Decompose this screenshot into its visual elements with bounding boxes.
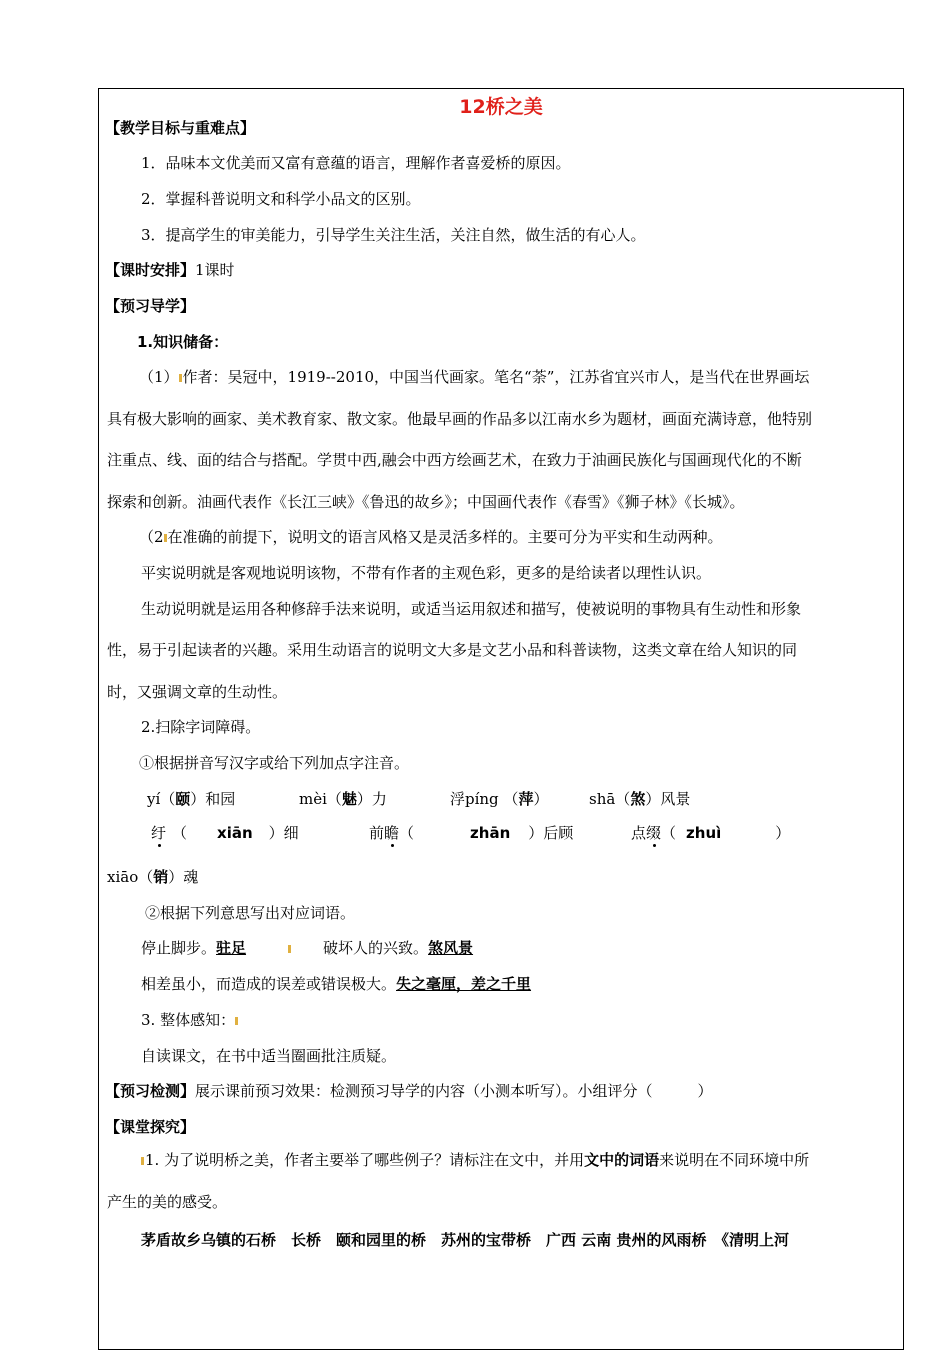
goal-2: 2．掌握科普说明文和科学小品文的区别。 [141,190,421,208]
para1-line2: 具有极大影响的画家、美术教育家、散文家。他最早画的作品多以江南水乡为题材，画面充满诗意，他特别 [107,410,813,428]
para2 [139,527,723,547]
page-title: 12桥之美 [459,96,543,118]
section-preview: 【预习导学】 [105,297,196,315]
answer: zhān [470,824,511,842]
clear-heading: 2.扫除字词障碍。 [141,718,261,736]
para1-line3: 注重点、线、面的结合与搭配。学贯中西,融会中西方绘画艺术，在致力于油画民族化与国画现代化的不断 [107,451,802,469]
emphasis: 文中的词语 [584,1151,660,1169]
answer: 驻足 [216,939,247,957]
vocab-sha: shā（煞）风景 [589,790,691,808]
para4-line3: 时，又强调文章的生动性。 [107,683,288,701]
answer: 魅 [341,790,357,808]
task-2: ②根据下列意思写出对应词语。 [145,904,356,922]
answer: 颐 [175,790,191,808]
section-goals: 【教学目标与重难点】 [105,119,256,137]
answer-examples: 茅盾故乡乌镇的石桥 长桥 颐和园里的桥 苏州的宝带桥 广西 云南 贵州的风雨桥 《清明上河 [141,1231,789,1249]
para1-num: （1） [139,368,179,386]
whole-heading: 3. 整体感知： [141,1010,239,1030]
goal-3: 3．提高学生的审美能力，引导学生关注生活，关注自然，做生活的有心人。 [141,226,646,244]
section-explore: 【课堂探究】 [105,1118,196,1136]
check-text: 展示课前预习效果：检测预习导学的内容（小测本听写）。小组评分（ ） [195,1082,713,1100]
answer: 失之毫厘，差之千里 [396,975,532,993]
para4-line1: 生动说明就是运用各种修辞手法来说明，或适当运用叙述和描写，使被说明的事物具有生动性和形象 [141,600,802,618]
para3: 平实说明就是客观地说明该物，不带有作者的主观色彩，更多的是给读者以理性认识。 [141,564,712,582]
para2-text: 在准确的前提下，说明文的语言风格又是灵活多样的。主要可分为平实和生动两种。 [167,528,723,546]
para1-text: 作者：吴冠中，1919--2010，中国当代画家。笔名“荼”，江苏省宜兴市人，是当代在世界画坛 [182,368,810,386]
para1-line4: 探索和创新。油画代表作《长江三峡》《鲁迅的故乡》；中国画代表作《春雪》《狮子林》《长城》。 [107,493,745,511]
self-reading: 自读课文，在书中适当圈画批注质疑。 [141,1047,397,1065]
answer: 煞风景 [428,939,474,957]
answer: zhuì [686,824,722,842]
section-check: 【预习检测】 [105,1082,196,1100]
question-1-line1: 1. 为了说明桥之美，作者主要举了哪些例子？请标注在文中，并用文中的词语来说明在不同环境中所 [141,1150,809,1170]
goal-1: 1．品味本文优美而又富有意蕴的语言，理解作者喜爱桥的原因。 [141,154,571,172]
definition-2: 相差虽小，而造成的误差或错误极大。失之毫厘，差之千里 [141,975,532,993]
section-hours: 【课时安排】 [105,261,196,279]
vocab-xiao: xiāo（销）魂 [107,868,199,886]
vocab-zhan: 前瞻（ zhān ）后顾 [369,824,574,842]
edit-mark [141,1157,144,1165]
para1-line1 [139,367,809,387]
vocab-zhui: 点缀（ zhuì ） [631,824,791,842]
check-line [105,1081,713,1101]
definition-1: 停止脚步。驻足 破坏人的兴致。煞风景 [141,939,474,957]
vocab-mei: mèi（魅）力 [299,790,387,808]
edit-mark [164,534,167,542]
para4-line2: 性，易于引起读者的兴趣。采用生动语言的说明文大多是文艺小品和科普读物，这类文章在给人知识的同 [107,641,798,659]
edit-mark [179,374,182,382]
vocab-yi: yí（颐）和园 [147,790,236,808]
hours-line [105,260,235,280]
answer: xiān [217,824,253,842]
knowledge-heading: 1.知识储备： [137,333,229,351]
task-1: ①根据拼音写汉字或给下列加点字注音。 [139,754,410,772]
edit-mark [235,1017,238,1025]
para2-num: （2 [139,528,164,546]
hours-value: 1课时 [195,261,235,279]
lesson-frame [98,88,904,1350]
answer: 煞 [630,790,646,808]
answer: 萍 [518,790,534,808]
answer: 销 [153,868,169,886]
vocab-xian: 纡 （ xiān ）细 [151,824,299,842]
vocab-ping: 浮píng （萍） [450,790,549,808]
edit-mark [288,945,291,953]
question-1-line2: 产生的美的感受。 [107,1193,228,1211]
